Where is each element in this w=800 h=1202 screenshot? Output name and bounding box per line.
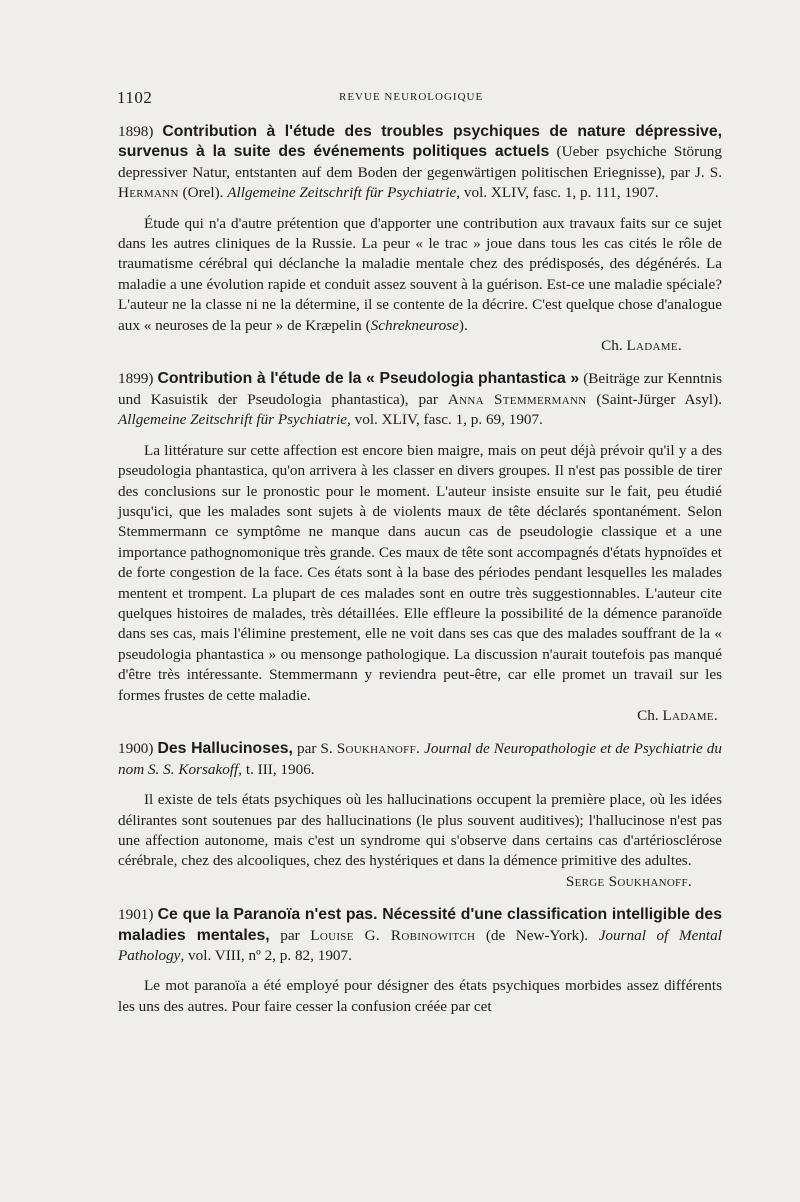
abstract-entry-1901 — [118, 905, 722, 1017]
entry-heading — [118, 905, 722, 966]
entry-reference: par S. — [292, 740, 337, 758]
abstract-entry-1900 — [118, 739, 722, 892]
entry-signature — [118, 706, 718, 726]
signature-initial: Ch. — [637, 706, 663, 724]
page-number: 1102 — [117, 88, 153, 107]
signature-name: Ladame. — [662, 706, 718, 724]
entry-reference-end: , vol. VIII, nº 2, p. 82, 1907. — [180, 947, 352, 965]
entry-reference: par — [269, 926, 311, 944]
entry-signature — [118, 872, 692, 892]
signature-name: Serge Soukhanoff. — [565, 872, 692, 890]
signature-initial: Ch. — [601, 337, 627, 355]
entry-number: 1898) — [118, 123, 154, 140]
entry-title: Contribution à l'étude de la « Pseudologia phantastica » — [157, 370, 580, 388]
page-header — [117, 88, 717, 110]
entry-body-text: Étude qui n'a d'autre prétention que d'apporter une contribution aux travaux faits sur ce sujet dans les autres cliniques de la Russie. La peur « le trac » joue dans tous les cas cités le rôle de traumatisme cérébral qui déclanche la maladie mentale chez des prédisposés, des dégénérés. La maladie a une évolution rapide et conduit assez souvent à la guérison. Est-ce une maladie spéciale? L'auteur ne la classe ni ne la détermine, il se contente de la décrire. C'est quelque chose d'analogue aux « neuroses de la peur » de Kræpelin ( — [118, 214, 722, 334]
entry-number: 1899) — [118, 370, 154, 388]
entry-journal: Allgemeine Zeitschrift für Psychiatrie — [227, 184, 457, 202]
entry-reference: (Ueber psychiche Störung depressiver Natur, entstanten auf dem Boden der gegenwärtigen politischen Eriegnisse), par J. S. — [118, 143, 722, 181]
entry-number: 1900) — [118, 740, 154, 758]
entry-reference-mid: (de New-York). — [475, 926, 599, 944]
entry-number: 1901) — [118, 906, 154, 924]
entry-journal: Journal de Neuropathologie et de Psychiatrie du nom S. S. Korsakoff — [118, 740, 722, 778]
abstract-entry-1899 — [118, 369, 722, 726]
entry-author: Anna Stemmermann — [447, 390, 587, 408]
page-content — [118, 122, 722, 1030]
entry-title: Ce que la Paranoïa n'est pas. Nécessité d'une classification intelligible des maladies mentales, — [118, 906, 723, 944]
entry-author: Soukhanoff. — [336, 740, 421, 758]
entry-title: Contribution à l'étude des troubles psychiques de nature dépressive, survenus à la suite des événements politiques actuels — [118, 123, 723, 161]
signature-name: Ladame. — [626, 337, 682, 355]
entry-body-text: Il existe de tels états psychiques où les hallucinations occupent la première place, où les idées délirantes sont soutenues par des hallucinations (le plus souvent auditives); l'hallucinose n'est pas une affection autonome, mais c'est un syndrome qui s'observe dans certains cas d'artériosclérose cérébrale, chez des alcooliques, chez des hystériques et dans la démence primitive des adultes. — [118, 791, 722, 870]
entry-body-text: La littérature sur cette affection est encore bien maigre, mais on peut déjà prévoir qu'il y a des pseudologia phantastica, qu'on arrivera à les classer en divers groupes. Il n'est pas possible de tirer des conclusions sur le pronostic pour le moment. L'auteur insiste ensuite sur le fait, peu étudié jusqu'ici, que les malades sont sujets à de violents maux de tête déclarés spontanément. Selon Stemmermann ce symptôme ne manque dans aucun cas de pseudologie classique et a une importance pathognomonique très grande. Ces maux de tête sont accompagnés d'états hypnoïdes et de forte congestion de la face. Ces états sont à la base des périodes pendant lesquelles les malades mentent et trompent. La plupart de ces malades sont en outre très suggestionnables. L'auteur cite quelques histoires de malades, très détaillées. Elle effleure la possibilité de la démence paranoïde dans ses cas, mais l'élimine prestement, elle ne voit dans ses cas que des malades souffrant de la « pseudologia phantastica » ou mensonge pathologique. La discussion n'aurait toutefois pas manqué d'être très intéressante. Stemmermann y reviendra peut-être, car elle promet un travail sur les formes frustes de cette maladie. — [118, 441, 722, 704]
entry-heading — [118, 369, 722, 430]
entry-body — [118, 976, 722, 1017]
entry-heading — [118, 122, 722, 204]
entry-body-italic: Schrekneurose — [370, 316, 459, 334]
entry-reference-end: , t. III, 1906. — [238, 760, 315, 778]
entry-reference-end: , vol. XLIV, fasc. 1, p. 69, 1907. — [347, 411, 543, 429]
entry-body — [118, 441, 722, 706]
entry-title: Des Hallucinoses, — [157, 740, 293, 758]
entry-body — [118, 790, 722, 872]
entry-author: Louise G. Robinowitch — [310, 926, 476, 944]
running-title: REVUE NEUROLOGIQUE — [339, 91, 484, 103]
entry-body — [118, 214, 722, 336]
entry-body-text: Le mot paranoïa a été employé pour désigner des états psychiques morbides assez différents les uns des autres. Pour faire cesser la confusion créée par cet — [118, 977, 722, 1015]
entry-heading — [118, 739, 722, 780]
entry-journal: Journal of Mental Pathology — [118, 926, 722, 965]
abstract-entry-1898 — [118, 122, 722, 356]
entry-reference-end: , vol. XLIV, fasc. 1, p. 111, 1907. — [456, 184, 659, 202]
entry-body-end: ). — [458, 316, 468, 334]
entry-journal: Allgemeine Zeitschrift für Psychiatrie — [118, 411, 348, 429]
entry-reference-mid: (Orel). — [178, 184, 228, 202]
entry-signature — [118, 336, 682, 356]
entry-reference: (Beiträge zur Kenntnis und Kasuistik der Pseudologia phantastica), par — [118, 370, 723, 408]
entry-reference-mid: (Saint-Jürger Asyl). — [586, 390, 722, 408]
entry-author: Hermann — [118, 184, 179, 202]
